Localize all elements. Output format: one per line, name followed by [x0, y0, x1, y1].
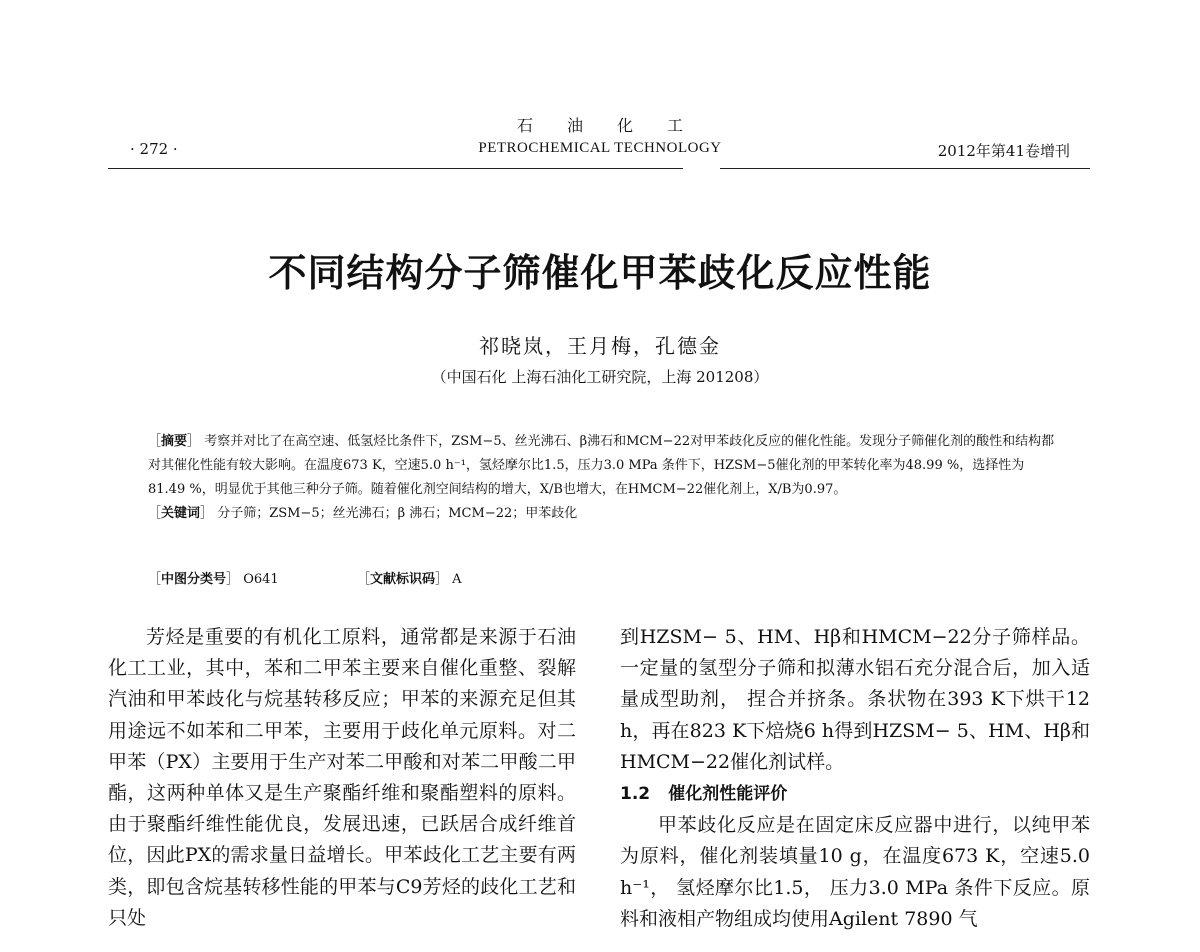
body-paragraph: 甲苯歧化反应是在固定床反应器中进行，以纯甲苯为原料，催化剂装填量10 g，在温度673 K，空速5.0 h⁻¹， 氢烃摩尔比1.5， 压力3.0 MPa 条件下反应。原料和液相产物组成均使用Agilent 7890 气 [620, 814, 1090, 930]
keywords: ［关键词］ 分子筛；ZSM−5；丝光沸石；β 沸石；MCM−22；甲苯歧化 [148, 506, 578, 521]
section-title: 催化剂性能评价 [668, 784, 788, 805]
section-heading [620, 778, 1090, 810]
issue-info: 2012年第41卷增刊 [937, 142, 1070, 160]
section-number: 1.2 [620, 784, 651, 805]
classification-label: 中图分类号 [161, 572, 227, 587]
body-paragraph: 到HZSM− 5、HM、Hβ和HMCM−22分子筛样品。一定量的氢型分子筛和拟薄水铝石充分混合后，加入适量成型助剂， 捏合并挤条。条状物在393 K下烘干12 h，再在823 K下焙烧6 h得到HZSM− 5、HM、Hβ和HMCM−22催化剂试样。 [620, 626, 1090, 773]
authors: 祁晓岚，王月梅，孔德金 [479, 334, 721, 358]
document-code-value: A [452, 572, 462, 587]
header-rule-right [720, 168, 1090, 169]
journal-name-chinese: 石油化工 [516, 116, 717, 135]
classification-row: ［中图分类号］ O641 ［文献标识码］ A [148, 572, 462, 587]
body-column-left [108, 622, 576, 934]
journal-name-english: PETROCHEMICAL TECHNOLOGY [478, 140, 722, 156]
abstract-text: 考察并对比了在高空速、低氢烃比条件下，ZSM−5、丝光沸石、β沸石和MCM−22对甲苯歧化反应的催化性能。发现分子筛催化剂的酸性和结构都对其催化性能有较大影响。在温度673 K，空速5.0 h⁻¹，氢烃摩尔比1.5，压力3.0 MPa 条件下，HZSM−5催化剂的甲苯转化率为48.99 %，选择性为81.49 %，明显优于其他三种分子筛。随着催化剂空间结构的增大，X/B也增大，在HMCM−22催化剂上，X/B为0.97。 [148, 434, 1055, 497]
body-paragraph: 芳烃是重要的有机化工原料，通常都是来源于石油化工工业，其中，苯和二甲苯主要来自催化重整、裂解汽油和甲苯歧化与烷基转移反应；甲苯的来源充足但其用途远不如苯和二甲苯，主要用于歧化单元原料。对二甲苯（PX）主要用于生产对苯二甲酸和对苯二甲酸二甲酯，这两种单体又是生产聚酯纤维和聚酯塑料的原料。由于聚酯纤维性能优良，发展迅速，已跃居合成纤维首位，因此PX的需求量日益增长。甲苯歧化工艺主要有两类，即包含烷基转移性能的甲苯与C9芳烃的歧化工艺和只处 [108, 626, 576, 929]
document-code-label: 文献标识码 [369, 572, 435, 587]
page-number: · 272 · [130, 140, 178, 158]
paper-title: 不同结构分子筛催化甲苯歧化反应性能 [268, 251, 932, 295]
classification-value: O641 [243, 572, 279, 587]
abstract-label: 摘要 [161, 434, 188, 449]
keywords-text: 分子筛；ZSM−5；丝光沸石；β 沸石；MCM−22；甲苯歧化 [217, 506, 578, 521]
affiliation: （中国石化 上海石油化工研究院，上海 201208） [431, 368, 769, 386]
keywords-label: 关键词 [161, 506, 201, 521]
body-column-right [620, 622, 1090, 935]
abstract-block [148, 430, 1058, 526]
abstract: ［摘要］ 考察并对比了在高空速、低氢烃比条件下，ZSM−5、丝光沸石、β沸石和MCM−22对甲苯歧化反应的催化性能。发现分子筛催化剂的酸性和结构都对其催化性能有较大影响。在温度673 K，空速5.0 h⁻¹，氢烃摩尔比1.5，压力3.0 MPa 条件下，HZSM−5催化剂的甲苯转化率为48.99 %，选择性为81.49 %，明显优于其他三种分子筛。随着催化剂空间结构的增大，X/B也增大，在HMCM−22催化剂上，X/B为0.97。 [148, 434, 1055, 497]
header-rule-left [108, 168, 683, 169]
